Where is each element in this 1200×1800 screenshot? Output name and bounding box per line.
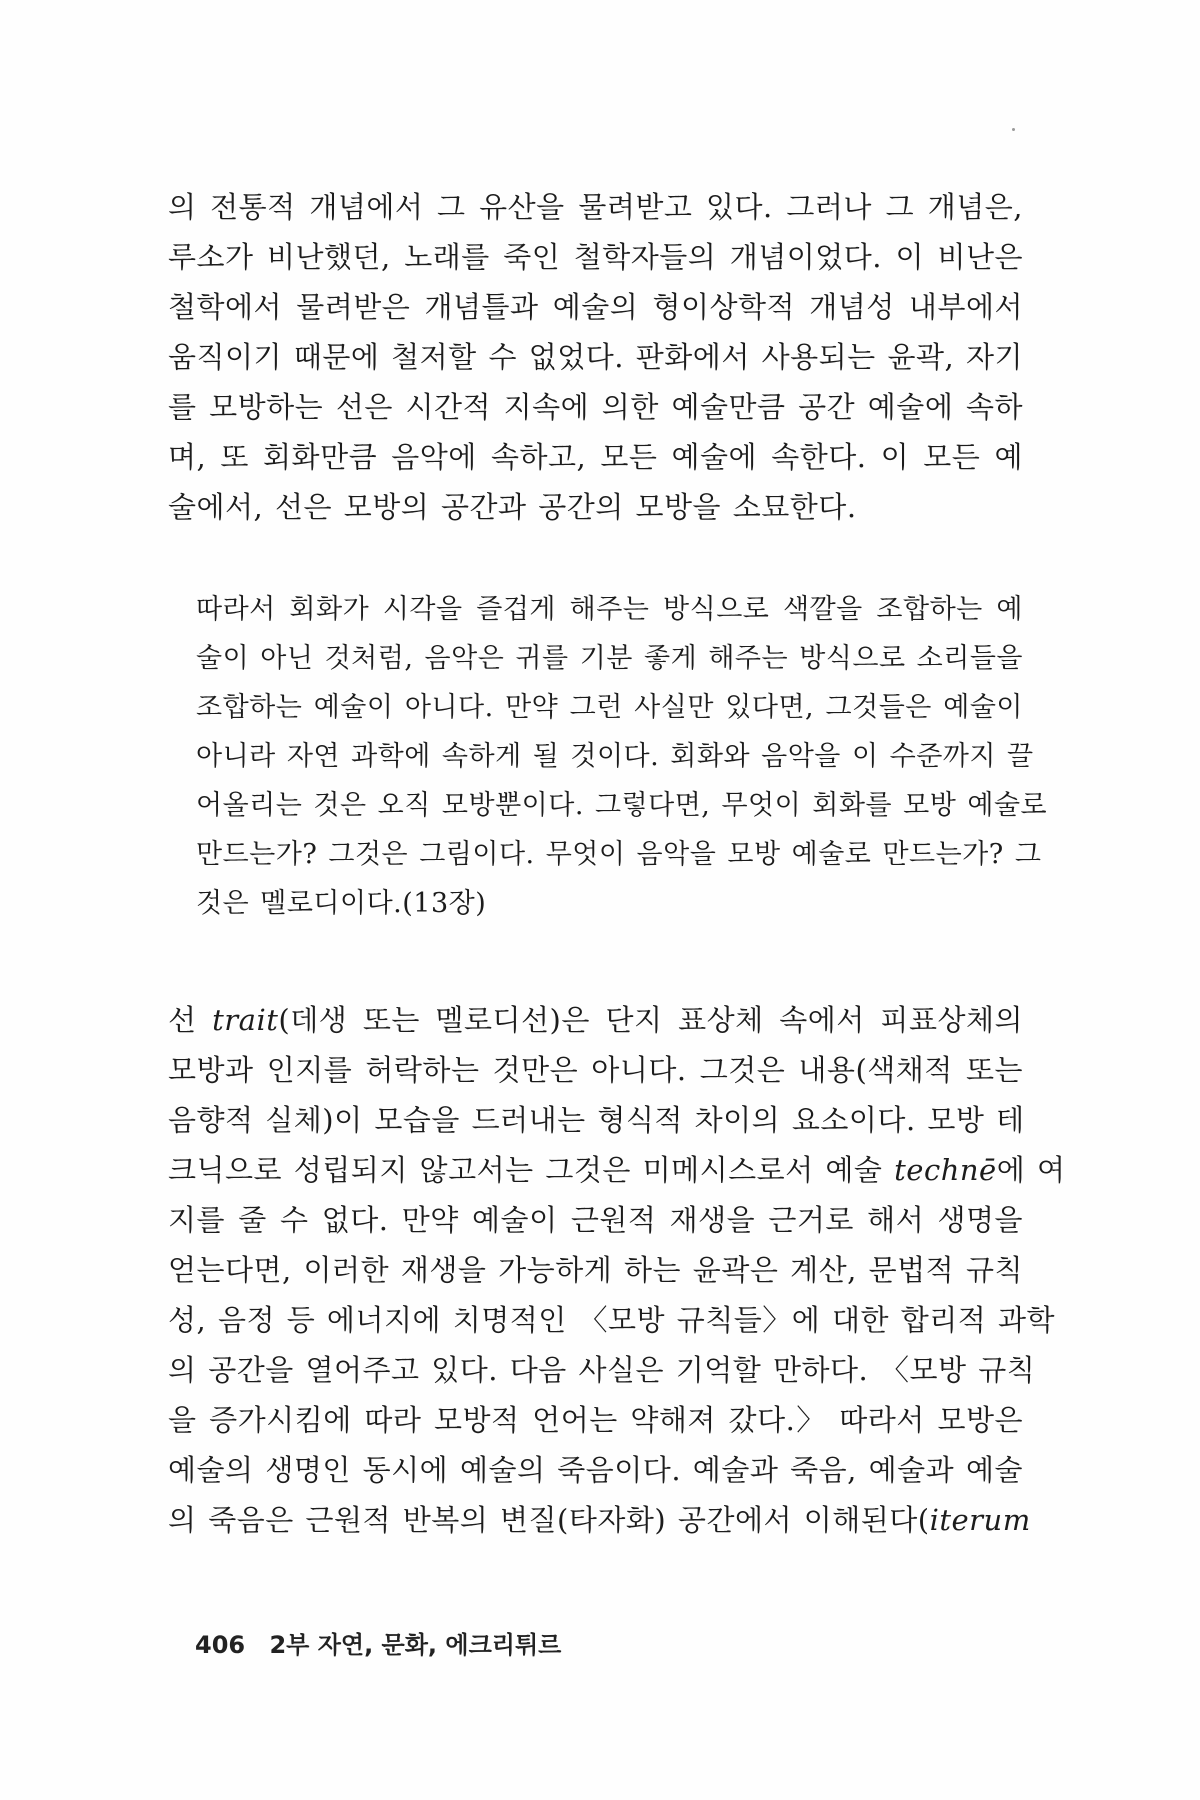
text-line: 의 전통적 개념에서 그 유산을 물려받고 있다. 그러나 그 개념은,: [168, 190, 1023, 224]
text-line: 움직이기 때문에 철저할 수 없었다. 판화에서 사용되는 윤곽, 자기: [168, 340, 1023, 374]
line-text: 선: [168, 1003, 213, 1037]
quote-line: 것은 멜로디이다.(13장): [196, 888, 487, 919]
text-line: 술에서, 선은 모방의 공간과 공간의 모방을 소묘한다.: [168, 490, 857, 524]
text-line: [168, 1495, 1031, 1545]
block-quote: [196, 585, 1048, 928]
page-footer: [195, 1625, 561, 1660]
page-number: 406: [195, 1631, 246, 1659]
text-line: [168, 1145, 1066, 1195]
line-text: 크닉으로 성립되지 않고서는 그것은 미메시스로서 예술: [168, 1153, 895, 1187]
running-title: 2부 자연, 문화, 에크리튀르: [269, 1631, 562, 1659]
quote-line: 따라서 회화가 시각을 즐겁게 해주는 방식으로 색깔을 조합하는 예: [196, 594, 1023, 625]
text-line: 모방과 인지를 허락하는 것만은 아니다. 그것은 내용(색채적 또는: [168, 1053, 1023, 1087]
quote-line: 아니라 자연 과학에 속하게 될 것이다. 회화와 음악을 이 수준까지 끌: [196, 741, 1034, 772]
quote-line: 술이 아닌 것처럼, 음악은 귀를 기분 좋게 해주는 방식으로 소리들을: [196, 643, 1023, 674]
text-line: 철학에서 물려받은 개념틀과 예술의 형이상학적 개념성 내부에서: [168, 290, 1023, 324]
quote-line: 조합하는 예술이 아니다. 만약 그런 사실만 있다면, 그것들은 예술이: [196, 692, 1023, 723]
quote-line: 어올리는 것은 오직 모방뿐이다. 그렇다면, 무엇이 회화를 모방 예술로: [196, 790, 1048, 821]
text-line: 음향적 실체)이 모습을 드러내는 형식적 차이의 요소이다. 모방 테: [168, 1103, 1025, 1137]
text-line: 얻는다면, 이러한 재생을 가능하게 하는 윤곽은 계산, 문법적 규칙: [168, 1253, 1023, 1287]
text-line: 루소가 비난했던, 노래를 죽인 철학자들의 개념이었다. 이 비난은: [168, 240, 1023, 274]
text-line: 성, 음정 등 에너지에 치명적인 〈모방 규칙들〉에 대한 합리적 과학: [168, 1303, 1056, 1337]
italic-term: iterum: [929, 1503, 1031, 1537]
line-text: (데생 또는 멜로디선)은 단지 표상체 속에서 피표상체의: [278, 1003, 1024, 1037]
quote-line: 만드는가? 그것은 그림이다. 무엇이 음악을 모방 예술로 만드는가? 그: [196, 839, 1042, 870]
body-paragraph-2: [168, 995, 1066, 1545]
text-line: 를 모방하는 선은 시간적 지속에 의한 예술만큼 공간 예술에 속하: [168, 390, 1023, 424]
text-line: 예술의 생명인 동시에 예술의 죽음이다. 예술과 죽음, 예술과 예술: [168, 1453, 1023, 1487]
body-paragraph-1: [168, 182, 1023, 532]
line-text: 의 죽음은 근원적 반복의 변질(타자화) 공간에서 이해된다(: [168, 1503, 930, 1537]
text-line: 며, 또 회화만큼 음악에 속하고, 모든 예술에 속한다. 이 모든 예: [168, 440, 1023, 474]
scan-speck: [1012, 128, 1015, 131]
text-line: 을 증가시킴에 따라 모방적 언어는 약해져 갔다.〉 따라서 모방은: [168, 1403, 1023, 1437]
text-line: [168, 995, 1023, 1045]
text-line: 의 공간을 열어주고 있다. 다음 사실은 기억할 만하다. 〈모방 규칙: [168, 1353, 1036, 1387]
text-line: 지를 줄 수 없다. 만약 예술이 근원적 재생을 근거로 해서 생명을: [168, 1203, 1023, 1237]
line-text: 에 여: [996, 1153, 1066, 1187]
italic-term: trait: [212, 1003, 279, 1037]
italic-term: technē: [894, 1153, 997, 1187]
